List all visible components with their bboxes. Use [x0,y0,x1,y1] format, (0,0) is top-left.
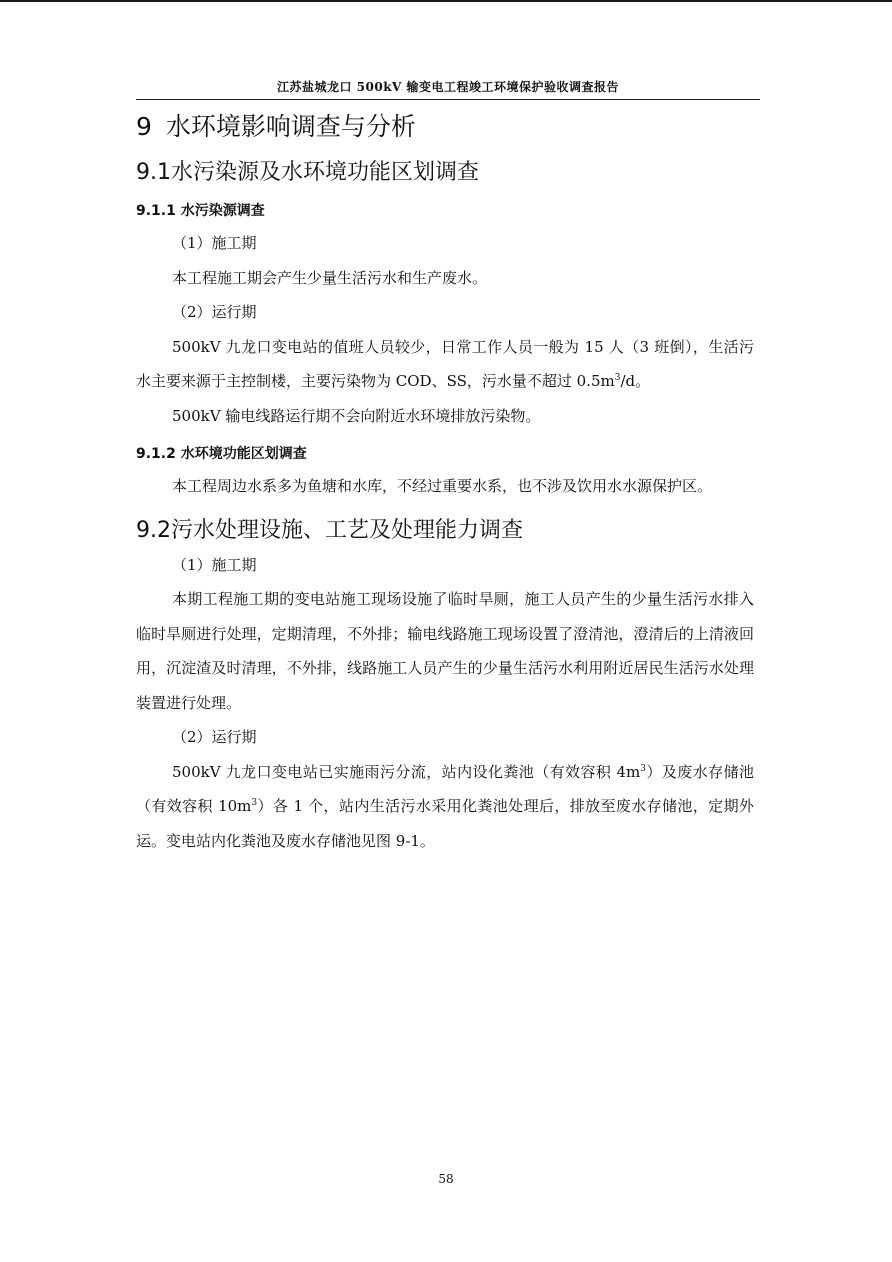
page-content [136,108,754,858]
section-9-1-heading: 9.1水污染源及水环境功能区划调查 [136,160,479,185]
page-top-border [0,0,892,2]
paragraph: 本期工程施工期的变电站施工现场设施了临时旱厕，施工人员产生的少量生活污水排入临时旱厕进行处理，定期清理，不外排；输电线路施工现场设置了澄清池，澄清后的上清液回用，沉淀渣及时清理，不外排，线路施工人员产生的少量生活污水利用附近居民生活污水处理装置进行处理。 [136,590,754,712]
chapter-number: 9 [136,112,152,141]
paragraph: 本工程施工期会产生少量生活污水和生产废水。 [172,268,488,287]
header-rule [136,99,760,100]
chapter-heading [136,108,754,146]
chapter-title: 水环境影响调查与分析 [165,112,416,141]
subsection-9-1-2-heading: 9.1.2 水环境功能区划调查 [136,446,307,462]
paragraph: （1）施工期 [172,234,257,252]
paragraph-operation-staff: 500kV 九龙口变电站的值班人员较少，日常工作人员一般为 15 人（3 班倒），生活污水主要来源于主控制楼，主要污染物为 COD、SS，污水量不超过 $0.5m^3/d$。 [136,337,754,390]
page-number: 58 [438,1172,454,1186]
subsection-9-1-1-heading: 9.1.1 水污染源调查 [136,203,265,219]
paragraph-septic-tank: 500kV 九龙口变电站已实施雨污分流，站内设化粪池（有效容积 $4m^3$）及废水存储池（有效容积 $10m^3$）各 1 个，站内生活污水采用化粪池处理后，排放至废水存储池，定期外运。变电站内化粪池及废水存储池见图 9-1。 [136,762,754,850]
paragraph: （2）运行期 [172,303,257,321]
paragraph: （1）施工期 [172,555,257,574]
paragraph: 本工程周边水系多为鱼塘和水库，不经过重要水系，也不涉及饮用水水源保护区。 [172,477,713,495]
paragraph: （2）运行期 [172,728,257,746]
running-header: 江苏盐城龙口 500kV 输变电工程竣工环境保护验收调查报告 [276,80,620,94]
section-9-2-heading: 9.2污水处理设施、工艺及处理能力调查 [136,517,523,543]
paragraph: 500kV 输电线路运行期不会向附近水环境排放污染物。 [172,406,541,425]
